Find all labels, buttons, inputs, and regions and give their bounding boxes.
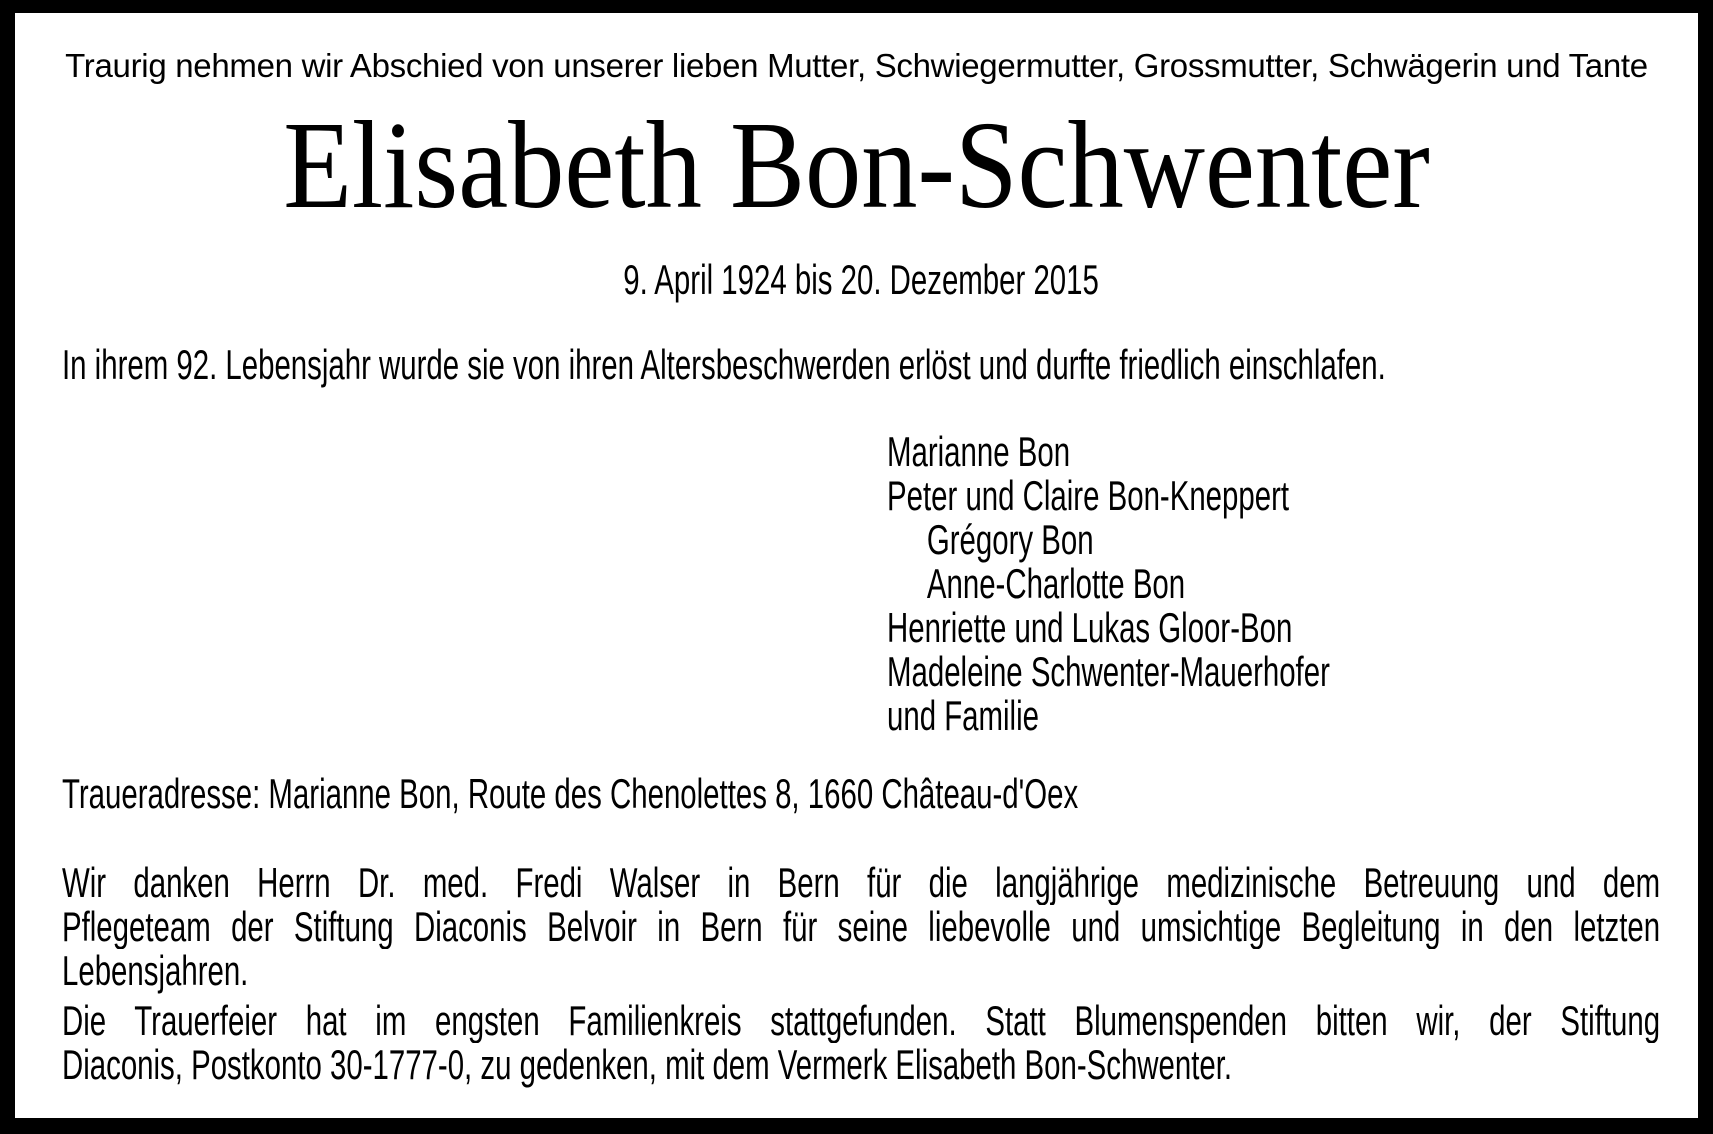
mourner-line: Anne-Charlotte Bon (926, 560, 1186, 607)
notice-sheet (15, 13, 1698, 1118)
funeral-line: Die Trauerfeier hat im engsten Familienkreis stattgefunden. Statt Blumenspenden bitten wir, der Stiftung (62, 999, 1661, 1043)
thanks-line: Pflegeteam der Stiftung Diaconis Belvoir in Bern für seine liebevolle und umsichtige Begleitung in den letzten (62, 905, 1661, 949)
mourner-line: Grégory Bon (926, 516, 1094, 563)
mourner-line: und Familie (887, 692, 1039, 739)
mourning-address: Traueradresse: Marianne Bon, Route des Chenolettes 8, 1660 Château-d'Oex (62, 770, 1079, 817)
mourner-line: Henriette und Lukas Gloor-Bon (887, 604, 1293, 651)
thanks-paragraph (62, 861, 1660, 993)
intro-line: Traurig nehmen wir Abschied von unserer lieben Mutter, Schwiegermutter, Grossmutter, Schwägerin und Tante (65, 47, 1648, 84)
thanks-line: Wir danken Herrn Dr. med. Fredi Walser in Bern für die langjährige medizinische Betreuung und dem (62, 861, 1661, 905)
thanks-line: Lebensjahren. (62, 947, 249, 994)
lead-paragraph: In ihrem 92. Lebensjahr wurde sie von ihren Altersbeschwerden erlöst und durfte friedlich einschlafen. (62, 341, 1386, 388)
mourner-line: Marianne Bon (887, 428, 1071, 475)
deceased-name: Elisabeth Bon-Schwenter (283, 97, 1430, 235)
funeral-line: Diaconis, Postkonto 30-1777-0, zu gedenken, mit dem Vermerk Elisabeth Bon-Schwenter. (62, 1041, 1233, 1088)
mourners-list (887, 430, 1692, 738)
funeral-paragraph (62, 999, 1660, 1087)
mourner-line: Peter und Claire Bon-Kneppert (887, 472, 1290, 519)
life-dates: 9. April 1924 bis 20. Dezember 2015 (623, 256, 1099, 303)
mourner-line: Madeleine Schwenter-Mauerhofer (887, 648, 1330, 695)
